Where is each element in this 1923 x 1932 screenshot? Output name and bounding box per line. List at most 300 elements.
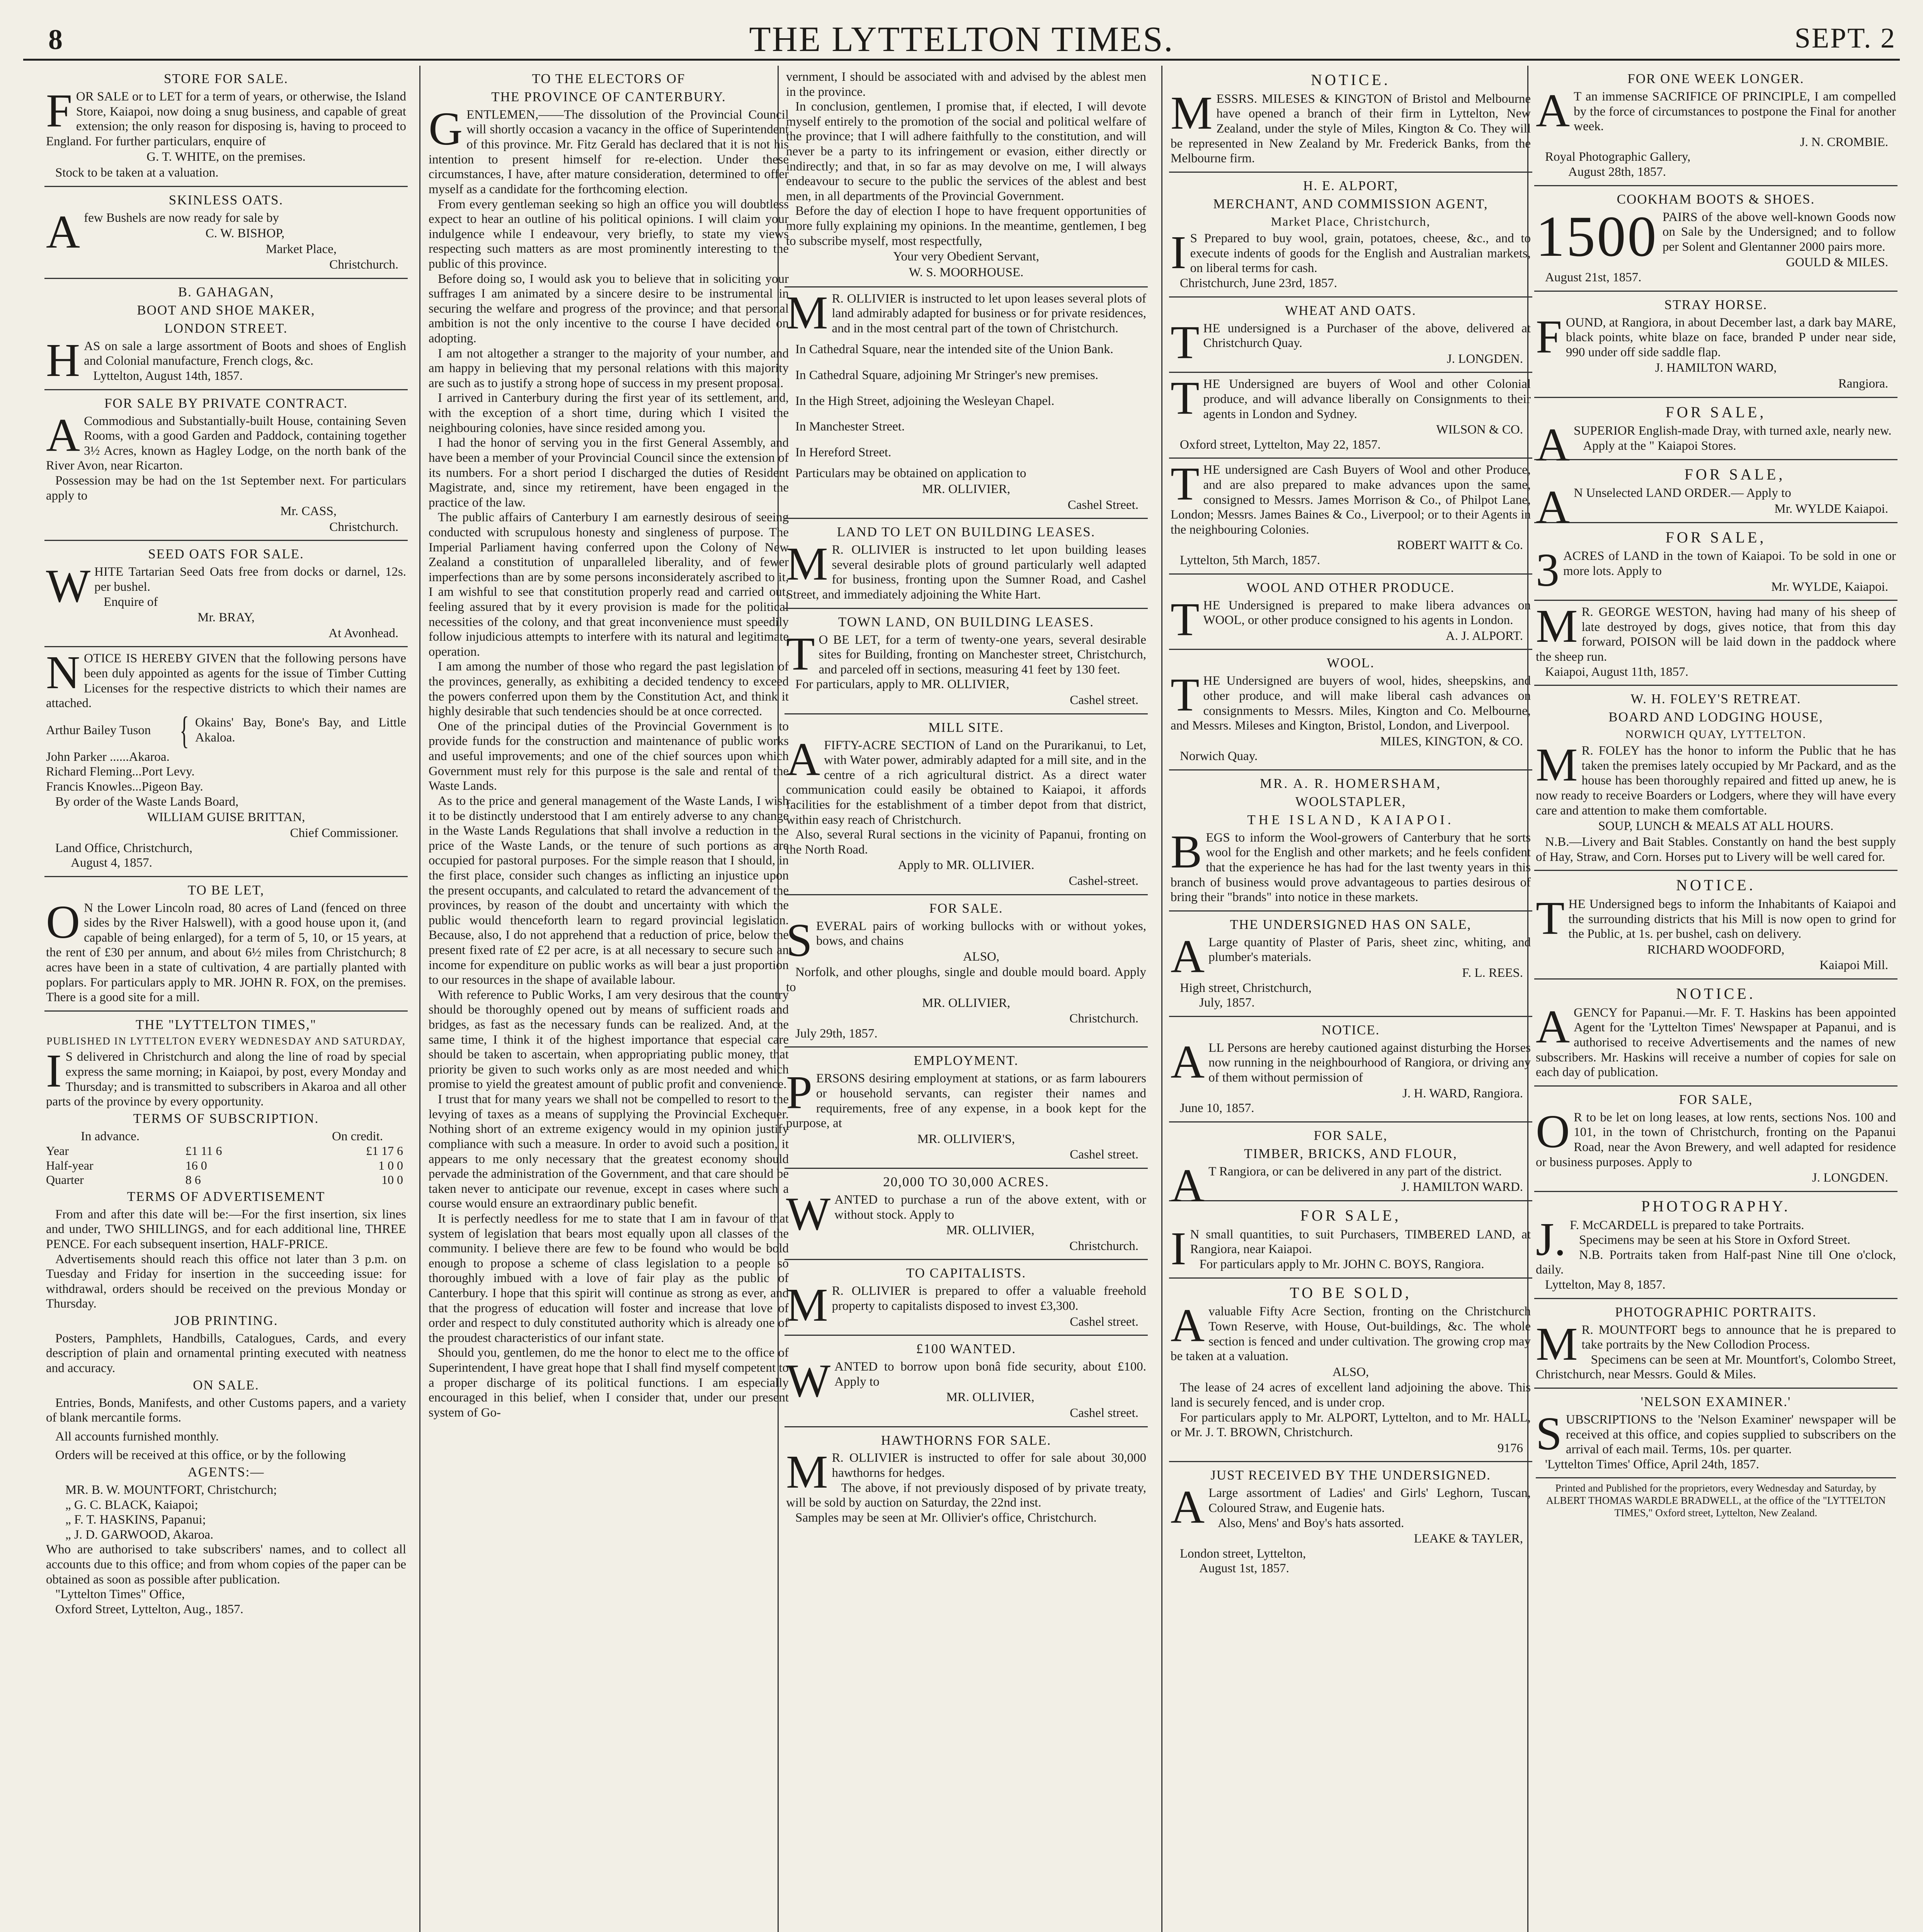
ad-heading: EMPLOYMENT. xyxy=(914,1053,1019,1068)
closing-line: Your very Obedient Servant, xyxy=(893,250,1039,264)
on-sale-heading: ON SALE. xyxy=(193,1377,259,1393)
ad-date: August 28th, 1857. xyxy=(1568,165,1666,179)
ad-date: Oxford Street, Lyttelton, Aug., 1857. xyxy=(55,1602,243,1616)
ad-heading: TOWN LAND, ON BUILDING LEASES. xyxy=(838,614,1094,629)
ad-heading: H. E. ALPORT, xyxy=(1303,178,1398,193)
ad-heading: FOR SALE, xyxy=(1679,1092,1753,1107)
ad-signature: MR. OLLIVIER, xyxy=(922,482,1011,497)
drop-cap: A xyxy=(1171,1299,1205,1352)
ad-address: London street, Lyttelton, xyxy=(1180,1546,1306,1561)
ad-heading: STORE FOR SALE. xyxy=(163,71,289,86)
article-paragraph: One of the principal duties of the Provincial Government is to provide funds for the construction and maintenance of public works and useful improvements; and one of the chief sources upon which Government must rely for this purpose is the sale and rental of the Waste Lands. xyxy=(429,719,789,793)
ad-heading: 'NELSON EXAMINER.' xyxy=(1641,1394,1791,1409)
ad-body: HE Undersigned are buyers of Wool and other Colonial produce, and will advance liberally on Consignments to their agents in London and Sydney. xyxy=(1203,377,1531,421)
terms-col-advance: In advance. xyxy=(81,1129,140,1143)
drop-cap: A xyxy=(1536,84,1570,137)
ad-signature: WILLIAM GUISE BRITTAN, xyxy=(147,810,305,825)
ad-date: July 29th, 1857. xyxy=(795,1026,878,1041)
drop-cap: T xyxy=(1171,458,1200,510)
ad-signature: F. L. REES. xyxy=(1462,966,1523,980)
ad-body: Large assortment of Ladies' and Girls' Leghorn, Tuscan, Coloured Straw, and Eugenie hats. xyxy=(1208,1486,1531,1515)
table-cell: £1 11 6 xyxy=(185,1144,222,1158)
masthead xyxy=(0,0,1923,62)
ad-body: Particulars may be obtained on application to xyxy=(795,466,1026,481)
ad-body: Orders will be received at this office, or by the following xyxy=(55,1448,346,1463)
ad-heading: TO CAPITALISTS. xyxy=(906,1265,1026,1281)
ad-also: ALSO, xyxy=(1332,1365,1369,1379)
ad-employment xyxy=(785,1048,1148,1169)
table-cell: £1 17 6 xyxy=(366,1144,403,1158)
ad-signature: A. J. ALPORT. xyxy=(1445,629,1523,643)
ad-date: Kaiapoi, August 11th, 1857. xyxy=(1545,665,1688,679)
terms-col-credit: On credit. xyxy=(332,1129,383,1143)
drop-cap: T xyxy=(1171,316,1200,369)
ad-date: August 21st, 1857. xyxy=(1545,270,1642,284)
ad-signature: J. H. WARD, Rangiora. xyxy=(1402,1086,1523,1100)
article-paragraph: In conclusion, gentlemen, I promise that, if elected, I will devote myself entirely to the promotion of the social and political welfare of the province; that I will adhere faithfully to the constitution, and will never be a party to its infringement or evasion, either directly or indirectly; and that, in so far as may devolve on me, I will always endeavour to secure to the public the services of the ablest and best men, in all departments of the Provincial Government. xyxy=(786,100,1146,203)
drop-cap: A xyxy=(46,409,80,461)
ad-body: R. OLLIVIER is instructed to let upon leases several plots of land admirably adapted for business or for private residences, and in the most central part of the town of Christchurch. xyxy=(832,291,1146,335)
job-printing-heading: JOB PRINTING. xyxy=(174,1313,278,1328)
ad-heading: LAND TO LET ON BUILDING LEASES. xyxy=(837,524,1096,540)
newspaper-title: THE LYTTELTON TIMES. xyxy=(749,19,1174,59)
drop-cap: A xyxy=(1171,1036,1205,1088)
article-signature: W. S. MOORHOUSE. xyxy=(909,265,1024,279)
drop-cap: S xyxy=(786,914,812,966)
drop-cap: T xyxy=(786,628,815,680)
ad-date: August 1st, 1857. xyxy=(1199,1561,1289,1576)
drop-cap: M xyxy=(786,286,828,339)
ad-body: ANTED to purchase a run of the above extent, with or without stock. Apply to xyxy=(834,1192,1146,1222)
ad-body: few Bushels are now ready for sale by xyxy=(84,211,279,225)
ad-body: HE undersigned are Cash Buyers of Wool and other Produce, and are also prepared to make advances upon the same, consigned to Messrs. James Morrison & Co., of Philpot Lane, London; Messrs. James Baines & Co., Liverpool; or to their Agents in the neighbouring Colonies. xyxy=(1171,463,1531,537)
issue-date: SEPT. 2 xyxy=(1794,22,1896,54)
ad-signature: WILSON & CO. xyxy=(1436,423,1523,437)
ad-body: ACRES of LAND in the town of Kaiapoi. To be sold in one or more lots. Apply to xyxy=(1563,549,1896,578)
ad-body: Who are authorised to take subscribers' names, and to collect all accounts due to this office; and from whom copies of the paper can be obtained as soon as possible after publication. xyxy=(46,1543,406,1587)
ad-heading: PHOTOGRAPHIC PORTRAITS. xyxy=(1615,1304,1817,1320)
ad-address: Christchurch. xyxy=(1069,1012,1138,1026)
drop-cap: A xyxy=(1171,930,1205,983)
ad-body: LL Persons are hereby cautioned against disturbing the Horses now running in the neighbourhood of Rangiora, or driving any of them without permission of xyxy=(1208,1041,1531,1085)
ad-body: From and after this date will be:—For the first insertion, six lines and under, TWO SHILLINGS, and for each additional line, THREE PENCE. For each subsequent insertion, HALF-PRICE. xyxy=(46,1207,406,1251)
ad-subheading: THE ISLAND, KAIAPOI. xyxy=(1247,812,1454,827)
drop-cap: O xyxy=(1536,1105,1570,1158)
ad-signature: J. N. CROMBIE. xyxy=(1800,135,1888,149)
ad-private-contract xyxy=(44,390,408,541)
ad-long-leases xyxy=(1534,1087,1897,1192)
ad-subheading: MERCHANT, AND COMMISSION AGENT, xyxy=(1213,196,1488,211)
ad-body: OR SALE or to LET for a term of years, or otherwise, the Island Store, Kaiapoi, now doing a snug business, and capable of great extension; the only reason for disposing is, having to proceed to England. For further particulars, enquire of xyxy=(46,89,406,148)
table-cell: Quarter xyxy=(46,1173,84,1187)
drop-cap: N xyxy=(46,646,80,699)
licensee-row xyxy=(46,708,406,752)
drop-cap: M xyxy=(786,1279,828,1332)
ad-body: The above, if not previously disposed of by private treaty, will be sold by auction on Saturday, the 22nd inst. xyxy=(786,1481,1146,1510)
ad-body: All accounts furnished monthly. xyxy=(55,1429,219,1444)
ad-homersham xyxy=(1169,770,1532,912)
quantity-numeral: 1500 xyxy=(1536,204,1658,269)
ad-body: ERSONS desiring employment at stations, or as farm labourers or household servants, can register their names and requirements, free of any expense, in a book kept for the purpose, at xyxy=(786,1071,1146,1131)
table-row xyxy=(46,1158,406,1173)
ad-address: Royal Photographic Gallery, xyxy=(1545,150,1691,164)
ad-subheading: PUBLISHED IN LYTTELTON EVERY WEDNESDAY AND SATURDAY, xyxy=(46,1035,406,1047)
ad-body: N small quantities, to suit Purchasers, TIMBERED LAND, at Rangiora, near Kaiapoi. xyxy=(1190,1227,1531,1257)
ad-body: For particulars apply to Mr. ALPORT, Lyttelton, and to Mr. HALL, or Mr. J. T. BROWN, Christchurch. xyxy=(1171,1410,1531,1440)
masthead-rule xyxy=(23,59,1900,61)
drop-cap: I xyxy=(1171,1222,1186,1275)
ad-address: Cashel street. xyxy=(1070,1148,1138,1162)
ad-address: Cashel street. xyxy=(1070,1315,1138,1329)
ad-reference-number: 9176 xyxy=(1498,1441,1523,1455)
ad-address: Cashel street. xyxy=(1070,1406,1138,1420)
ad-body: HE Undersigned begs to inform the Inhabitants of Kaiapoi and the surrounding districts that his Mill is now open to grind for the Public, at 1s. per bushel, cash on delivery. xyxy=(1568,897,1896,941)
ad-signature: MILES, KINGTON, & CO. xyxy=(1380,734,1523,748)
ad-body: Also, Mens' and Boy's hats assorted. xyxy=(1218,1516,1404,1530)
article-paragraph: It is perfectly needless for me to state that I am in favour of that system of legislation that bears most equally upon all classes of the community. I believe there are few to be found who would be bold enough to propose a scheme of class legislation to a people so thoroughly imbued with a love of fair play as the public of Canterbury. I hope that this spirit will continue as strong as ever, and that the progress of education will foster and increase that love of order and respect to duly constituted authority which is already one of the proudest characteristics of our infant state. xyxy=(429,1211,789,1345)
drop-cap: M xyxy=(1536,739,1578,791)
ad-subheading: Market Place, Christchurch, xyxy=(1271,214,1431,228)
ad-date: 'Lyttelton Times' Office, April 24th, 1857. xyxy=(1545,1457,1759,1471)
ad-body: Specimens can be seen at Mr. Mountfort's, Colombo Street, Christchurch, near Messrs. Gould & Miles. xyxy=(1536,1352,1896,1382)
drop-cap: F xyxy=(1536,310,1562,363)
ad-address: High street, Christchurch, xyxy=(1180,981,1312,995)
column-2 xyxy=(427,66,790,1932)
ad-body: R to be let on long leases, at low rents, sections Nos. 100 and 101, in the town of Christchurch, fronting on the Papanui Road, near the Avon Brewery, and well adapted for residence or business purposes. Apply to xyxy=(1536,1110,1896,1169)
ad-just-received xyxy=(1169,1462,1532,1582)
ad-signature: C. W. BISHOP, xyxy=(205,226,285,241)
ad-body: HE Undersigned are buyers of wool, hides, sheepskins, and other produce, and will make liberal cash advances on consignments to Messrs. Miles, Kington and Co. Melbourne, and Messrs. Mileses and Kington, Bristol, London, and Liverpool. xyxy=(1171,674,1531,733)
licensee-row: Richard Fleming...Port Levy. xyxy=(46,765,195,779)
ad-place: Land Office, Christchurch, xyxy=(55,841,192,855)
table-cell: 8 6 xyxy=(185,1173,201,1187)
ad-acres-wanted xyxy=(785,1169,1148,1260)
ad-gahagan xyxy=(44,279,408,390)
ad-heading: NOTICE. xyxy=(1321,1022,1380,1037)
ad-body: Advertisements should reach this office not later than 3 p.m. on Tuesday and Friday for insertion in the succeeding issue: for withdrawal, orders should be received on the previous Monday or Thursday. xyxy=(46,1252,406,1311)
ad-body: Posters, Pamphlets, Handbills, Catalogues, Cards, and every description of plain and ornamental printing executed with neatness and accuracy. xyxy=(46,1331,406,1376)
ad-foleys-retreat xyxy=(1534,686,1897,871)
terms-heading: TERMS OF SUBSCRIPTION. xyxy=(133,1111,319,1126)
drop-cap: A xyxy=(1171,1481,1205,1534)
ad-heading: FOR SALE, xyxy=(1314,1128,1388,1143)
ad-body: N the Lower Lincoln road, 80 acres of Land (fenced on three sides by the River Halswell), with a good house upon it, (and capable of being enlarged), for a term of 5, 10, or 15 years, at the rent of £30 per annum, and about 6½ miles from Christchurch; 8 acres have been in a state of cultivation, 4 are partially planted with poplars. For particulars apply to MR. JOHN R. FOX, on the premises. There is a good site for a mill. xyxy=(46,901,406,1005)
table-cell: 1 0 0 xyxy=(378,1158,403,1172)
ad-timbered-land xyxy=(1169,1201,1532,1279)
ad-heading: FOR SALE, xyxy=(1665,403,1766,421)
ad-body: Samples may be seen at Mr. Ollivier's office, Christchurch. xyxy=(795,1510,1097,1525)
ad-body: ESSRS. MILESES & KINGTON of Bristol and Melbourne have opened a branch of their firm in Lyttelton, New Zealand, under the style of Miles, Kington & Co. They will be represented in New Zealand by Mr. Frederick Banks, from the Melbourne firm. xyxy=(1171,92,1531,166)
drop-cap: W xyxy=(46,560,91,612)
ad-wheat-and-oats xyxy=(1169,298,1532,373)
ad-heading: THE "LYTTELTON TIMES," xyxy=(136,1017,317,1032)
ad-item: In Cathedral Square, near the intended site of the Union Bank. xyxy=(795,342,1113,357)
ad-town-land xyxy=(785,609,1148,714)
table-cell: Year xyxy=(46,1144,69,1158)
ad-weston-poison xyxy=(1534,601,1897,686)
column-rule xyxy=(419,66,420,1932)
ad-date: June 10, 1857. xyxy=(1180,1101,1254,1116)
drop-cap: I xyxy=(46,1045,62,1097)
drop-cap: T xyxy=(1171,669,1200,721)
ad-signature: MR. OLLIVIER'S, xyxy=(917,1132,1015,1146)
page-number: 8 xyxy=(48,24,63,56)
article-heading: THE PROVINCE OF CANTERBURY. xyxy=(491,89,726,104)
ad-body: T an immense SACRIFICE OF PRINCIPLE, I am compelled by the force of circumstances to postpone the Final for another week. xyxy=(1574,89,1896,134)
ad-address: Christchurch. xyxy=(329,258,398,272)
ad-miles-kington-notice xyxy=(1169,66,1532,173)
drop-cap: T xyxy=(1171,372,1200,425)
agent-item: MR. B. W. MOUNTFORT, Christchurch; xyxy=(65,1483,277,1497)
drop-cap: T xyxy=(1536,892,1565,944)
ad-cookham-boots xyxy=(1534,186,1897,292)
ad-subheading: BOOT AND SHOE MAKER, xyxy=(137,302,315,318)
ad-subheading: LONDON STREET. xyxy=(164,320,288,336)
article-paragraph: Before doing so, I would ask you to believe that in soliciting your suffrages I am animated by a sincere desire to be instrumental in securing the welfare and progress of the province; and that personal ambition is not the only incentive to the course I have decided on adopting. xyxy=(429,272,789,346)
table-row xyxy=(46,1173,406,1187)
ad-signature: Mr. CASS, xyxy=(280,504,337,519)
ad-body: R. OLLIVIER is instructed to offer for sale about 30,000 hawthorns for hedges. xyxy=(832,1451,1146,1480)
ad-signature: G. T. WHITE, on the premises. xyxy=(146,150,306,164)
drop-cap: 3 xyxy=(1536,544,1559,597)
agent-item: „ J. D. GARWOOD, Akaroa. xyxy=(65,1527,214,1542)
ad-date: Lyttelton, 5th March, 1857. xyxy=(1180,553,1320,568)
licensee-row: Francis Knowles...Pigeon Bay. xyxy=(46,780,203,794)
ad-body: EVERAL pairs of working bullocks with or without yokes, bows, and chains xyxy=(816,919,1146,948)
ad-to-be-sold xyxy=(1169,1279,1532,1463)
printer-imprint: Printed and Published for the proprietors, every Wednesday and Saturday, by ALBERT THOMAS WARDLE BRADWELL, at the office of the "LYTTELTON TIMES," Oxford street, Lyttelton, New Zealand. xyxy=(1536,1477,1896,1519)
drop-cap: M xyxy=(1536,1318,1578,1370)
ad-address: Christchurch. xyxy=(1069,1239,1138,1253)
ad-heading: FOR ONE WEEK LONGER. xyxy=(1627,71,1804,86)
drop-cap: A xyxy=(1536,481,1570,534)
ad-signature: RICHARD WOODFORD, xyxy=(1647,942,1785,957)
drop-cap: W xyxy=(786,1355,831,1407)
ad-heading: THE UNDERSIGNED HAS ON SALE, xyxy=(1230,917,1472,932)
ad-photography xyxy=(1534,1192,1897,1299)
ad-address: Kaiapoi Mill. xyxy=(1819,958,1888,973)
article-paragraph: I had the honor of serving you in the first General Assembly, and have been a member of your Provincial Council since the extension of its numbers. For a short period I discharged the duties of Resident Magistrate, and, since my retirement, have been engaged in the practice of the law. xyxy=(429,436,789,510)
ad-timber-bricks-flour xyxy=(1169,1122,1532,1212)
ad-date: July, 1857. xyxy=(1199,996,1255,1010)
ad-body: S delivered in Christchurch and along the line of road by special express the same morning; in Kaiapoi, by post, every Monday and Thursday; and is transmitted to subscribers in Akaroa and all other parts of the province by every opportunity. xyxy=(46,1050,406,1109)
ad-skinless-oats xyxy=(44,187,408,279)
ad-body: Commodious and Substantially-built House, containing Seven Rooms, with a good Garden and Paddock, containing together 3½ Acres, known as Hagley Lodge, on the north bank of the River Avon, near Ricarton. xyxy=(46,414,406,473)
ad-three-acres xyxy=(1534,523,1897,601)
article-heading: TO THE ELECTORS OF xyxy=(532,71,686,86)
ad-horses-notice xyxy=(1169,1017,1532,1122)
ad-body: PAIRS of the above well-known Goods now on Sale by the Undersigned; and to follow per Solent and Glentanner 2000 pairs more. xyxy=(1663,210,1896,254)
ad-subheading: NORWICH QUAY, LYTTELTON. xyxy=(1625,728,1807,741)
ad-wilson-wool xyxy=(1169,373,1532,459)
drop-cap: F xyxy=(46,84,72,137)
ad-heading: FOR SALE, xyxy=(1300,1206,1401,1224)
ad-body: Entries, Bonds, Manifests, and other Customs papers, and a variety of blank mercantile forms. xyxy=(46,1396,406,1425)
ad-item: In the High Street, adjoining the Wesleyan Chapel. xyxy=(795,394,1055,408)
ad-heading: 20,000 TO 30,000 ACRES. xyxy=(883,1174,1049,1190)
ad-body: Enquire of xyxy=(104,595,158,609)
ad-signature: J. LONGDEN. xyxy=(1447,352,1523,366)
ad-signature: GOULD & MILES. xyxy=(1786,255,1888,270)
ad-date: Lyttelton, August 14th, 1857. xyxy=(93,369,243,383)
terms-table xyxy=(46,1144,406,1187)
ad-waitt-cash-buyers xyxy=(1169,459,1532,574)
article-paragraph: I trust that for many years we shall not be compelled to resort to the levying of taxes as a means of supplying the Provincial Exchequer. Nothing short of an extreme exigency would in my opinion justify compliance with such a measure. In order to avoid such a position, it appears to me only necessary that the greatest economy should pervade the administration of the Government, and that care should be taken never to anticipate our revenue, except in cases where such a course would ensure an extraordinary public benefit. xyxy=(429,1092,789,1211)
ad-body: Norfolk, and other ploughs, single and double mould board. Apply to xyxy=(786,965,1146,994)
ad-lyttelton-times xyxy=(44,1012,408,1622)
ad-hawthorns xyxy=(785,1427,1148,1531)
ad-wool-other-produce xyxy=(1169,575,1532,650)
article-paragraph: I am not altogether a stranger to the majority of your number, and am happy in believing that my personal relations with this majority are such as to justify a strong hope of success in my present proposal. xyxy=(429,346,789,390)
ad-heading: SKINLESS OATS. xyxy=(168,192,284,207)
ad-address: Norwich Quay. xyxy=(1180,749,1258,764)
ad-heading: SEED OATS FOR SALE. xyxy=(148,546,304,562)
article-paragraph: vernment, I should be associated with and advised by the ablest men in the province. xyxy=(786,70,1146,99)
ad-body: T Rangiora, or can be delivered in any part of the district. xyxy=(1208,1164,1502,1179)
ad-signature-title: Chief Commissioner. xyxy=(290,826,398,840)
ad-body: Large quantity of Plaster of Paris, sheet zinc, whiting, and plumber's materials. xyxy=(1208,935,1531,964)
article-paragraph: I arrived in Canterbury during the first year of its settlement, and, with the exception of a short time, during which I visited the neighbouring colonies, have since resided among you. xyxy=(429,391,789,435)
drop-cap: J. xyxy=(1536,1213,1566,1265)
ad-plaster xyxy=(1169,912,1532,1017)
ad-body: The lease of 24 acres of excellent land adjoining the above. This land is securely fenced, and is under crop. xyxy=(1171,1381,1531,1410)
ad-mill-site xyxy=(785,714,1148,895)
ad-heading: TO BE LET, xyxy=(187,882,265,898)
article-paragraph: With reference to Public Works, I am very desirous that the country should be thoroughly opened out by means of sufficient roads and bridges, as fast as the necessary funds can be realized. And, at the same time, I think it of the highest importance that especial care should be taken to ascertain, when appropriating public money, that priority be given to such works only as are most needed and which promise to yield the greatest amount of public profit and convenience. xyxy=(429,988,789,1092)
ad-timber-licenses xyxy=(44,647,408,877)
agent-item: „ G. C. BLACK, Kaiapoi; xyxy=(65,1498,198,1512)
ad-body: GENCY for Papanui.—Mr. F. T. Haskins has been appointed Agent for the 'Lyttelton Times' Newspaper at Papanui, and is authorised to receive Advertisements and the names of new subscribers. Mr. Haskins will receive a number of copies for sale on each day of publication. xyxy=(1536,1005,1896,1080)
ad-body: R. OLLIVIER is instructed to let upon building leases several desirable plots of ground particularly well adapted for business, fronting upon the Sumner Road, and Cashel Street, and immediately adjoining the White Hart. xyxy=(786,543,1146,602)
ad-100-wanted xyxy=(785,1336,1148,1427)
ad-body: Possession may be had on the 1st September next. For particulars apply to xyxy=(46,473,406,503)
ad-item: In Cathedral Square, adjoining Mr Stringer's new premises. xyxy=(795,368,1099,382)
drop-cap: T xyxy=(1171,593,1200,646)
ad-heading: B. GAHAGAN, xyxy=(178,284,274,299)
ad-address: Cashel-street. xyxy=(1069,874,1138,888)
article-paragraph: Before the day of election I hope to have frequent opportunities of more fully explaining my opinions. In the meantime, gentlemen, I beg to subscribe myself, most respectfully, xyxy=(786,204,1146,248)
ad-signature: J. HAMILTON WARD, xyxy=(1655,361,1777,375)
agents-heading: AGENTS:— xyxy=(187,1464,265,1480)
column-1 xyxy=(44,66,408,1932)
brace-glyph: { xyxy=(180,708,189,752)
ad-heading: NOTICE. xyxy=(1676,985,1756,1002)
ad-wool xyxy=(1169,650,1532,770)
ad-signature: Apply to MR. OLLIVIER. xyxy=(898,858,1035,872)
ad-heading: £100 WANTED. xyxy=(916,1341,1016,1357)
ad-photographic-portraits xyxy=(1534,1299,1897,1389)
ad-signature: Mr. WYLDE, Kaiapoi. xyxy=(1771,580,1888,594)
ad-one-week-longer xyxy=(1534,66,1897,186)
drop-cap: A xyxy=(46,206,80,258)
ad-body: ANTED to borrow upon bonâ fide security, about £100. Apply to xyxy=(834,1360,1146,1389)
ad-store-for-sale xyxy=(44,66,408,187)
column-5 xyxy=(1534,66,1897,1932)
ad-body: OUND, at Rangiora, in about December last, a dark bay MARE, black points, white blaze on face, branded P under near side, 990 under off side saddle flap. xyxy=(1566,315,1896,359)
drop-cap: A xyxy=(1171,1159,1205,1212)
ad-body: R. MOUNTFORT begs to announce that he is prepared to take portraits by the New Collodion Process. xyxy=(1581,1323,1896,1352)
drop-cap: S xyxy=(1536,1407,1562,1460)
ad-nelson-examiner xyxy=(1534,1389,1897,1524)
ad-body: UBSCRIPTIONS to the 'Nelson Examiner' newspaper will be received at this office, and copies supplied to subscribers on the arrival of each mail. Terms, 10s. per quarter. xyxy=(1566,1412,1896,1457)
ad-heading: MILL SITE. xyxy=(928,719,1004,735)
ad-signature: MR. OLLIVIER, xyxy=(946,1390,1035,1405)
ad-address: Christchurch. xyxy=(329,520,398,534)
article-paragraph: Should you, gentlemen, do me the honor to elect me to the office of Superintendent, I have great hope that I shall find myself competent to a proper discharge of its political functions. I am especially encouraged in this belief, when I consider that, under our present system of Go- xyxy=(429,1346,789,1420)
ad-body: AS on sale a large assortment of Boots and shoes of English and Colonial manufacture, French clogs, &c. xyxy=(84,339,406,368)
ad-heading: HAWTHORNS FOR SALE. xyxy=(881,1432,1052,1448)
ad-seed-oats xyxy=(44,541,408,647)
ad-signature: LEAKE & TAYLER, xyxy=(1414,1532,1523,1546)
article-paragraph: ENTLEMEN,——The dissolution of the Provincial Council will shortly occasion a vacancy in the office of Superintendent of this province. Mr. Fitz Gerald has declared that it is not his intention to present himself for re-election. Under these circumstances, I have, after mature consideration, determined to offer myself as a candidate for the forthcoming election. xyxy=(429,107,789,196)
ad-body: SUPERIOR English-made Dray, with turned axle, nearly new. xyxy=(1574,424,1892,438)
ad-body: S Prepared to buy wool, grain, potatoes, cheese, &c., and to execute indents of goods for the English and Australian markets, on liberal terms for cash. xyxy=(1190,231,1531,276)
table-cell: 10 0 xyxy=(381,1173,403,1187)
ad-heading: STRAY HORSE. xyxy=(1664,297,1768,312)
ad-note: Stock to be taken at a valuation. xyxy=(55,165,219,180)
ad-body: N Unselected LAND ORDER.— Apply to xyxy=(1574,486,1791,500)
ad-date: Lyttelton, May 8, 1857. xyxy=(1545,1278,1666,1292)
ad-address: Cashel street. xyxy=(1070,693,1138,707)
ad-subheading: TIMBER, BRICKS, AND FLOUR, xyxy=(1244,1146,1457,1161)
ad-body: For particulars, apply to MR. OLLIVIER, xyxy=(795,677,1009,692)
licensee-name: Arthur Bailey Tuson xyxy=(46,723,151,737)
advertisement-terms-heading: TERMS OF ADVERTISEMENT xyxy=(127,1189,325,1204)
drop-cap: H xyxy=(46,334,80,386)
ad-signature: ROBERT WAITT & Co. xyxy=(1397,538,1523,553)
drop-cap: I xyxy=(1171,226,1186,279)
ad-heading: WHEAT AND OATS. xyxy=(1285,303,1416,318)
drop-cap: M xyxy=(1536,600,1578,653)
ad-land-to-let xyxy=(785,519,1148,609)
drop-cap: G xyxy=(429,102,463,155)
electoral-address xyxy=(427,66,790,1426)
ad-body: Also, several Rural sections in the vicinity of Papanui, fronting on the North Road. xyxy=(786,828,1146,857)
ad-item: In Hereford Street. xyxy=(795,445,892,459)
ad-signature: J. LONGDEN. xyxy=(1812,1171,1888,1185)
ad-body: valuable Fifty Acre Section, fronting on the Christchurch Town Reserve, with House, Out-buildings, &c. The whole section is fenced and under cultivation. The growing crop may be taken at a valuation. xyxy=(1171,1304,1531,1364)
ad-body: OTICE IS HEREBY GIVEN that the following persons have been duly appointed as agents for the issue of Timber Cutting Licenses for the respective districts to which their names are attached. xyxy=(46,651,406,711)
ad-address: Cashel Street. xyxy=(1067,498,1138,512)
ad-address: Market Place, xyxy=(265,242,337,256)
ad-body: R. OLLIVIER is prepared to offer a valuable freehold property to capitalists disposed to invest £3,300. xyxy=(832,1284,1146,1313)
ad-agency-papanui xyxy=(1534,980,1897,1087)
ad-body: SOUP, LUNCH & MEALS AT ALL HOURS. xyxy=(1598,819,1834,833)
ad-body: F. McCARDELL is prepared to take Portraits. xyxy=(1569,1218,1804,1232)
article-paragraph: From every gentleman seeking so high an office you will doubtless expect to hear an outline of his political opinions. I will claim your indulgence while I endeavour, very briefly, to state my views respecting such matters as are most prominently interesting to the public of this province. xyxy=(429,197,789,271)
ad-land-order xyxy=(1534,460,1897,534)
ad-body: FIFTY-ACRE SECTION of Land on the Purarikanui, to Let, with Water power, admirably adapted for a mill site, and in the centre of a rich agricultural district. As a direct water communication could easily be obtained to Kaiapoi, it affords facilities for the establishment of a timber depot from that district, within easy reach of Christchurch. xyxy=(786,738,1146,827)
drop-cap: A xyxy=(1536,1000,1570,1053)
licensee-row: John Parker ......Akaroa. xyxy=(46,750,170,764)
ad-date: Christchurch, June 23rd, 1857. xyxy=(1180,276,1337,290)
ad-signature: MR. OLLIVIER, xyxy=(922,996,1011,1010)
ad-heading: WOOL AND OTHER PRODUCE. xyxy=(1246,580,1455,595)
drop-cap: W xyxy=(786,1187,831,1240)
ad-body: HE Undersigned is prepared to make libera advances on WOOL, or other produce consigned to his agents in London. xyxy=(1203,598,1531,628)
licensee-places: Okains' Bay, Bone's Bay, and Little Akaloa. xyxy=(195,716,406,745)
terms-columns xyxy=(46,1129,406,1144)
ad-signature: Mr. WYLDE Kaiapoi. xyxy=(1774,502,1888,516)
table-cell: Half-year xyxy=(46,1158,94,1172)
table-row xyxy=(46,1144,406,1158)
ad-body: O BE LET, for a term of twenty-one years, several desirable sites for Building, fronting on Manchester street, Christchurch, and parceled off in sections, measuring 41 feet by 130 feet. xyxy=(819,633,1146,677)
article-paragraph: I am among the number of those who regard the past legislation of the provinces, generally, as exhibiting a decided tendency to exceed the powers conferred upon them by the Constitution Act, and think it highly desirable that such tendencies should be at once corrected. xyxy=(429,660,789,719)
ad-body: N.B.—Livery and Bait Stables. Constantly on hand the best supply of Hay, Straw, and Corn. Horses put to Livery will be well cared for. xyxy=(1536,835,1896,864)
ad-date: August 4, 1857. xyxy=(71,856,152,870)
ad-body: HITE Tartarian Seed Oats free from docks or darnel, 12s. per bushel. xyxy=(94,565,406,594)
ad-heading: COOKHAM BOOTS & SHOES. xyxy=(1617,191,1815,207)
